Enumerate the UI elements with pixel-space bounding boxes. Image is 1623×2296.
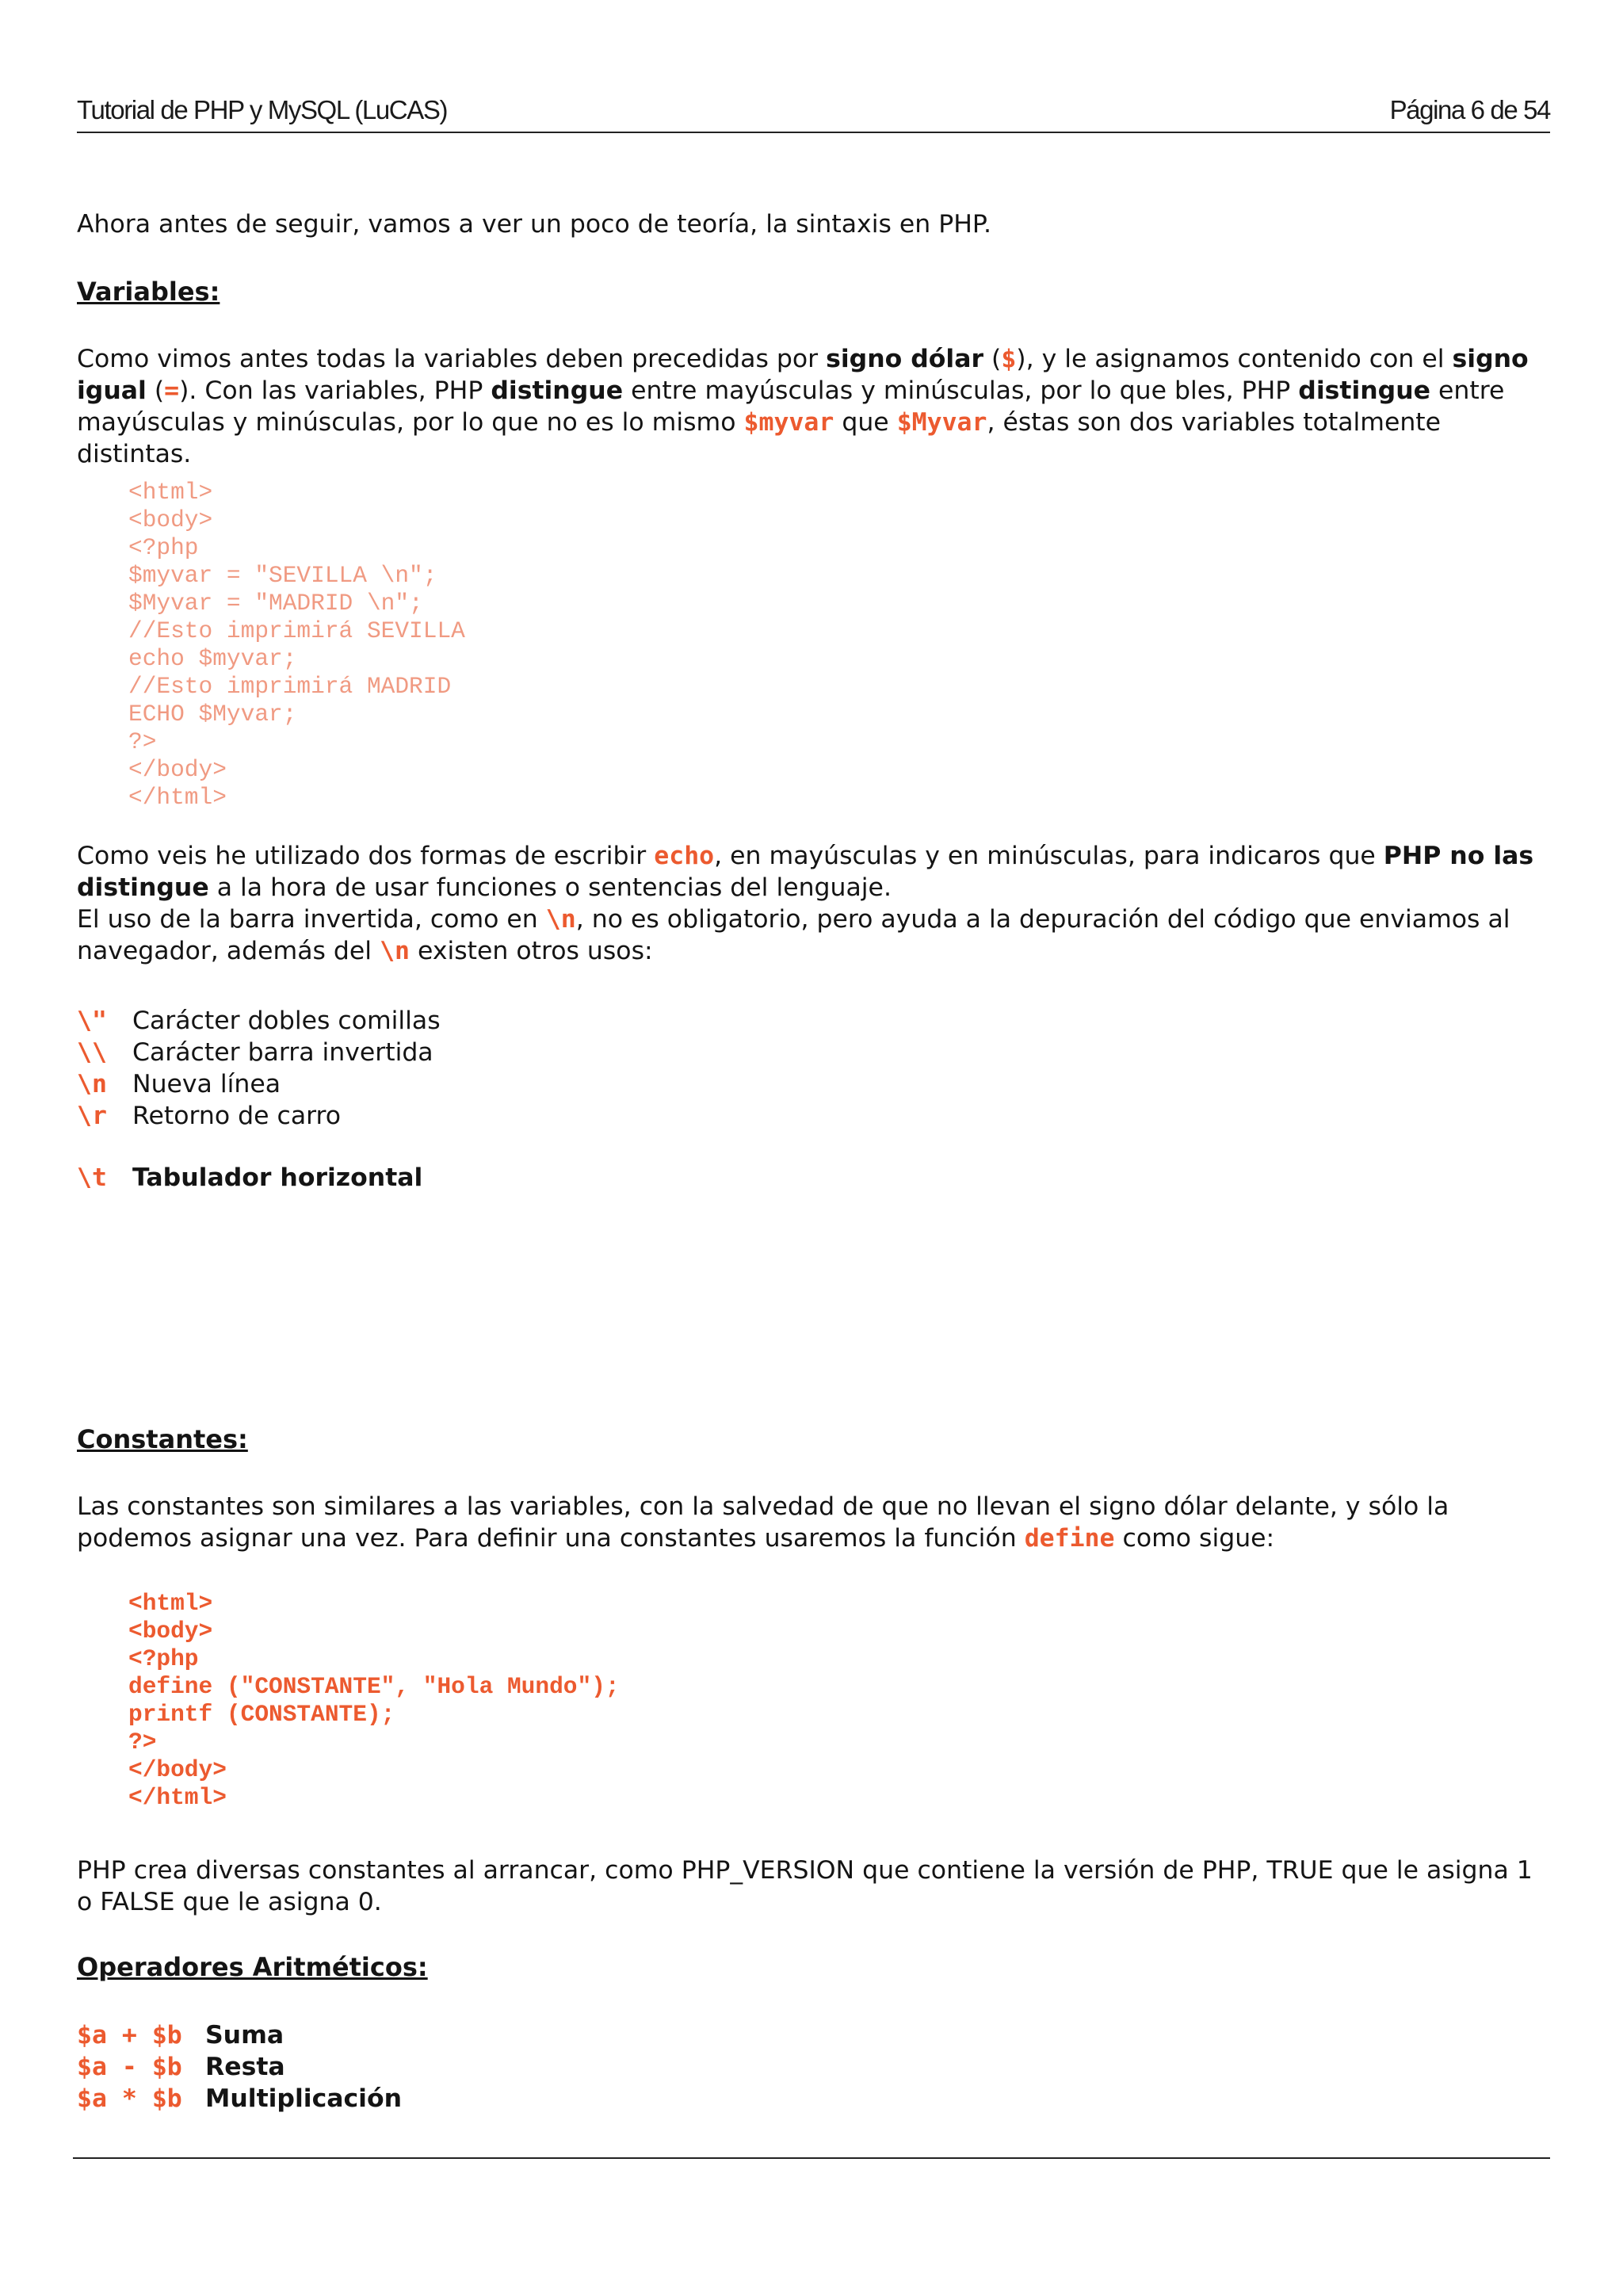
constantes-code-block: <html> <body> <?php define ("CONSTANTE", "Hola Mundo"); printf (CONSTANTE); ?> </body> </html>: [128, 1590, 620, 1811]
operator-item: $a + $b Suma: [77, 2021, 285, 2050]
variables-paragraph: Como vimos antes todas la variables deben precedidas por signo dólar ($), y le asignamos contenido con el signo igual (=). Con las variables, PHP distingue entre mayúsculas y minúsculas, por lo que bles, PHP distingue entre mayúsculas y minúsculas, por lo que no es lo mismo $myvar que $Myvar, éstas son dos variables totalmente distintas.: [77, 345, 1529, 468]
escape-item: \n Nueva línea: [77, 1070, 281, 1098]
escape-item: \" Carácter dobles comillas: [77, 1007, 441, 1035]
operadores-heading: Operadores Aritméticos:: [77, 1952, 428, 1982]
operator-item: $a * $b Multiplicación: [77, 2084, 403, 2113]
footer-rule: [73, 2157, 1550, 2159]
echo-paragraph: Como veis he utilizado dos formas de escribir echo, en mayúsculas y en minúsculas, para indicaros que PHP no las distingue a la hora de usar funciones o sentencias del lenguaje.: [77, 842, 1534, 902]
backslash-paragraph: El uso de la barra invertida, como en \n, no es obligatorio, pero ayuda a la depuración del código que enviamos al navegador, además del \n existen otros usos:: [77, 905, 1510, 965]
operator-item: $a - $b Resta: [77, 2053, 285, 2081]
header-title: Tutorial de PHP y MySQL (LuCAS): [77, 95, 448, 124]
page-header: [77, 95, 1550, 133]
variables-heading: Variables:: [77, 277, 220, 307]
variables-code-block: <html> <body> <?php $myvar = "SEVILLA \n"; $Myvar = "MADRID \n"; //Esto imprimirá SEVILLA echo $myvar; //Esto imprimirá MADRID ECHO $Myvar; ?> </body> </html>: [128, 479, 465, 811]
escape-item: \r Retorno de carro: [77, 1102, 342, 1130]
constantes-heading: Constantes:: [77, 1424, 248, 1454]
escape-item: \t Tabulador horizontal: [77, 1163, 423, 1192]
escape-item: \\ Carácter barra invertida: [77, 1038, 433, 1067]
header-page-number: Página 6 de 54: [1389, 95, 1550, 124]
constantes-note-paragraph: PHP crea diversas constantes al arrancar, como PHP_VERSION que contiene la versión de PHP, TRUE que le asigna 1 o FALSE que le asigna 0.: [77, 1856, 1533, 1916]
intro-paragraph: Ahora antes de seguir, vamos a ver un poco de teoría, la sintaxis en PHP.: [77, 210, 992, 239]
constantes-paragraph: Las constantes son similares a las variables, con la salvedad de que no llevan el signo dólar delante, y sólo la podemos asignar una vez. Para definir una constantes usaremos la función define como sigue:: [77, 1492, 1449, 1553]
